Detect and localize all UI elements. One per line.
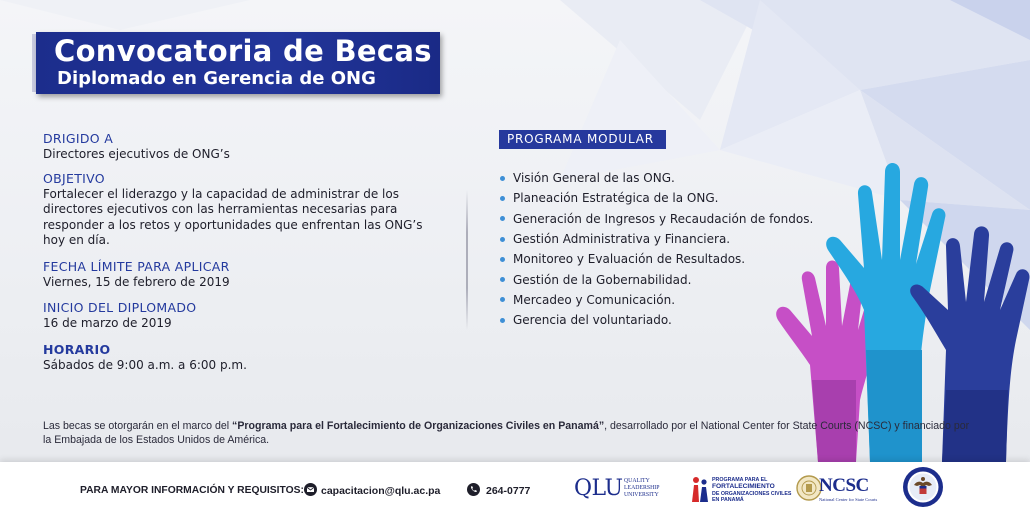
bullet-icon <box>500 318 505 323</box>
page-title: Convocatoria de Becas <box>54 34 432 68</box>
column-divider <box>466 190 468 330</box>
ncsc-logo-mark: NCSC <box>819 475 869 496</box>
embassy-seal-logo <box>902 466 944 508</box>
fort-line-2: FORTALECIMIENTO <box>712 483 775 491</box>
fecha-body: Viernes, 15 de febrero de 2019 <box>43 274 230 289</box>
horario-body: Sábados de 9:00 a.m. a 6:00 p.m. <box>43 357 247 372</box>
section-objetivo <box>43 171 453 249</box>
qlu-logo-mark: QLU <box>574 476 623 501</box>
bullet-icon <box>500 237 505 242</box>
objetivo-body: Fortalecer el liderazgo y la capacidad de administrar de los directores ejecutivos con las herramientas necesarias para responder a los retos y oportunidades que enfrentan las ONG’s hoy en día. <box>43 186 423 247</box>
list-item-label: Gerencia del voluntariado. <box>513 313 672 328</box>
phone-icon <box>467 483 480 496</box>
list-item-label: Generación de Ingresos y Recaudación de fondos. <box>513 211 814 226</box>
qlu-line-2: LEADERSHIP <box>624 485 660 491</box>
people-icon <box>690 475 710 503</box>
programa-heading: PROGRAMA MODULAR <box>499 130 666 149</box>
info-column <box>43 131 453 378</box>
fecha-heading: FECHA LÍMITE PARA APLICAR <box>43 258 230 274</box>
bullet-icon <box>500 216 505 221</box>
mail-icon <box>304 483 317 496</box>
section-horario <box>43 342 453 374</box>
contact-phone: 264-0777 <box>486 485 531 497</box>
ncsc-logo-tagline: National Center for State Courts <box>819 497 878 502</box>
footnote-before: Las becas se otorgarán en el marco del <box>43 420 233 432</box>
footnote-after: , desarrollado por el National Center for State Courts (NCSC) y financiado por la Embajada de los Estados Unidos de América. <box>43 420 970 446</box>
footnote-program: “Programa para el Fortalecimiento de Organizaciones Civiles en Panamá” <box>232 420 605 432</box>
list-item-label: Mercadeo y Comunicación. <box>513 292 676 307</box>
contact-email-link[interactable]: capacitacion@qlu.ac.pa <box>321 485 441 497</box>
dirigido-heading: DRIGIDO A <box>43 131 114 146</box>
inicio-heading: INICIO DEL DIPLOMADO <box>43 300 197 315</box>
qlu-logo-text <box>624 478 676 499</box>
list-item-label: Gestión Administrativa y Financiera. <box>513 232 731 247</box>
bullet-icon <box>500 297 505 302</box>
fort-line-4: EN PANAMÁ <box>712 496 744 503</box>
fortalecimiento-logo <box>690 473 792 505</box>
fort-line-3: DE ORGANIZACIONES CIVILES <box>712 490 792 497</box>
list-item-label: Monitoreo y Evaluación de Resultados. <box>513 252 746 267</box>
raised-hands-illustration <box>760 150 1030 462</box>
qlu-line-3: UNIVERSITY <box>624 492 659 498</box>
list-item-label: Planeación Estratégica de la ONG. <box>513 191 719 206</box>
bullet-icon <box>500 257 505 262</box>
bullet-icon <box>500 277 505 282</box>
footnote <box>43 420 973 447</box>
ncsc-logo <box>796 469 878 507</box>
section-inicio <box>43 300 453 332</box>
fortalecimiento-logo-text <box>712 477 791 503</box>
bullet-icon <box>500 176 505 181</box>
section-fecha <box>43 259 453 291</box>
objetivo-heading: OBJETIVO <box>43 170 105 186</box>
horario-heading: HORARIO <box>43 341 111 357</box>
qlu-line-1: QUALITY <box>624 478 650 484</box>
section-dirigido <box>43 131 453 163</box>
qlu-logo <box>574 474 674 504</box>
inicio-body: 16 de marzo de 2019 <box>43 316 172 330</box>
page-subtitle: Diplomado en Gerencia de ONG <box>57 68 376 89</box>
title-banner <box>36 32 440 94</box>
fort-line-1: PROGRAMA PARA EL <box>712 477 768 483</box>
list-item-label: Visión General de las ONG. <box>513 171 675 186</box>
dirigido-body: Directores ejecutivos de ONG’s <box>43 147 230 161</box>
list-item-label: Gestión de la Gobernabilidad. <box>513 272 692 287</box>
contact-label: PARA MAYOR INFORMACIÓN Y REQUISITOS: <box>80 485 304 496</box>
bullet-icon <box>500 196 505 201</box>
